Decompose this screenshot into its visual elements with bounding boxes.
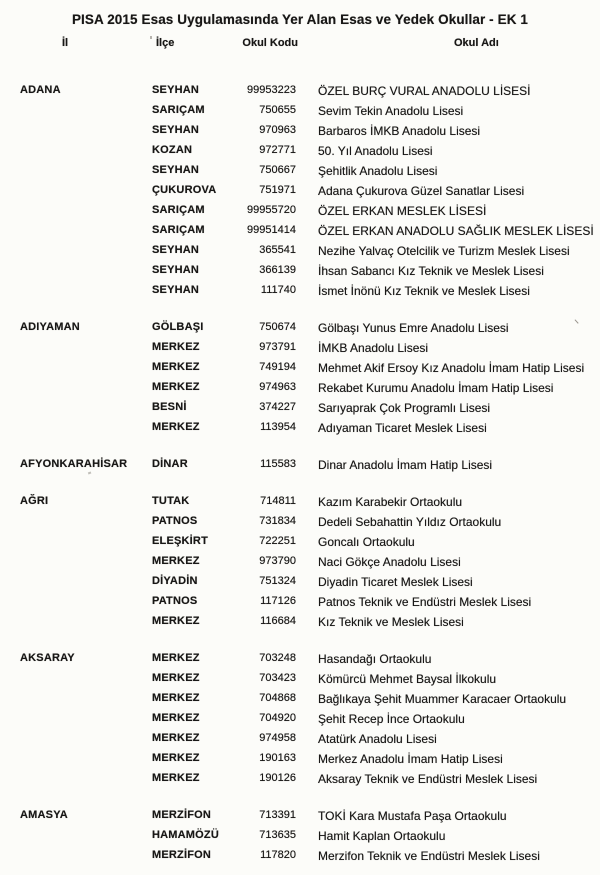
cell-school-name: Sarıyaprak Çok Programlı Lisesi <box>318 401 491 415</box>
cell-school-name: Kazım Karabekir Ortaokulu <box>318 495 463 509</box>
cell-school-name: Aksaray Teknik ve Endüstri Meslek Lisesi <box>318 772 538 786</box>
cell-district: MERKEZ <box>152 555 200 567</box>
cell-school-code: 99951414 <box>247 224 296 236</box>
cell-school-code: 117126 <box>260 595 296 607</box>
table-row <box>0 652 600 672</box>
cell-school-name: Kömürcü Mehmet Baysal İlkokulu <box>318 672 497 686</box>
table-row <box>0 184 600 204</box>
table-row <box>0 381 600 401</box>
cell-school-name: Barbaros İMKB Anadolu Lisesi <box>318 124 481 138</box>
table-row <box>0 204 600 224</box>
cell-school-code: 970963 <box>259 124 296 136</box>
table-row <box>0 401 600 421</box>
cell-school-name: Mehmet Akif Ersoy Kız Anadolu İmam Hatip Lisesi <box>318 361 585 375</box>
cell-school-code: 973790 <box>259 555 296 567</box>
table-row <box>0 752 600 772</box>
table-row <box>0 692 600 712</box>
cell-district: ELEŞKİRT <box>152 535 208 547</box>
cell-school-code: 750667 <box>259 164 296 176</box>
cell-school-name: Kız Teknik ve Meslek Lisesi <box>318 615 464 629</box>
table-row <box>0 849 600 869</box>
cell-school-code: 374227 <box>259 401 296 413</box>
cell-district: SARIÇAM <box>152 224 205 236</box>
cell-school-name: İhsan Sabancı Kız Teknik ve Meslek Lisesi <box>318 264 544 278</box>
cell-school-code: 111740 <box>260 284 296 296</box>
table-row <box>0 772 600 792</box>
cell-school-name: Merzifon Teknik ve Endüstri Meslek Lisesi <box>318 849 540 863</box>
cell-school-code: 751324 <box>259 575 296 587</box>
table-row <box>0 104 600 124</box>
table-row <box>0 672 600 692</box>
cell-district: KOZAN <box>152 144 193 156</box>
table-row <box>0 809 600 829</box>
cell-district: MERKEZ <box>152 672 200 684</box>
cell-district: MERKEZ <box>152 752 200 764</box>
cell-school-code: 974958 <box>259 732 296 744</box>
province-section <box>0 458 600 478</box>
cell-school-name: Dedeli Sebahattin Yıldız Ortaokulu <box>318 515 502 529</box>
table-row <box>0 575 600 595</box>
cell-school-code: 750674 <box>259 321 296 333</box>
cell-district: MERKEZ <box>152 772 200 784</box>
cell-district: SEYHAN <box>152 244 200 256</box>
cell-school-name: 50. Yıl Anadolu Lisesi <box>318 144 433 158</box>
cell-district: SARIÇAM <box>152 104 205 116</box>
cell-school-name: TOKİ Kara Mustafa Paşa Ortaokulu <box>318 809 507 823</box>
table-row <box>0 615 600 635</box>
province-label: ADIYAMAN <box>20 321 80 333</box>
cell-school-name: ÖZEL ERKAN ANADOLU SAĞLIK MESLEK LİSESİ <box>318 224 594 238</box>
table-row <box>0 244 600 264</box>
cell-school-name: Hamit Kaplan Ortaokulu <box>318 829 446 843</box>
cell-district: SEYHAN <box>152 284 200 296</box>
province-section <box>0 495 600 635</box>
page-title: PISA 2015 Esas Uygulamasında Yer Alan Esas ve Yedek Okullar - EK 1 <box>71 12 529 27</box>
column-headers <box>0 37 600 51</box>
cell-school-code: 750655 <box>259 104 296 116</box>
cell-district: MERKEZ <box>152 712 200 724</box>
cell-school-code: 365541 <box>259 244 296 256</box>
table-row <box>0 284 600 304</box>
cell-district: ÇUKUROVA <box>152 184 217 196</box>
cell-district: MERKEZ <box>152 341 200 353</box>
cell-school-name: Naci Gökçe Anadolu Lisesi <box>318 555 461 569</box>
cell-school-name: Goncalı Ortaokulu <box>318 535 415 549</box>
cell-school-name: Atatürk Anadolu Lisesi <box>318 732 437 746</box>
table-row <box>0 164 600 184</box>
cell-school-name: İMKB Anadolu Lisesi <box>318 341 429 355</box>
table-row <box>0 144 600 164</box>
table-row <box>0 555 600 575</box>
table-row <box>0 124 600 144</box>
cell-school-name: Rekabet Kurumu Anadolu İmam Hatip Lisesi <box>318 381 554 395</box>
table-row <box>0 495 600 515</box>
table-row <box>0 341 600 361</box>
cell-district: MERKEZ <box>152 361 200 373</box>
province-section <box>0 321 600 441</box>
cell-school-code: 703248 <box>259 652 296 664</box>
cell-school-code: 973791 <box>259 341 296 353</box>
cell-district: MERKEZ <box>152 652 200 664</box>
table-row <box>0 224 600 244</box>
cell-school-code: 703423 <box>259 672 296 684</box>
cell-school-name: Bağlıkaya Şehit Muammer Karacaer Ortaokulu <box>318 692 567 706</box>
table-row <box>0 264 600 284</box>
table-row <box>0 361 600 381</box>
cell-district: MERKEZ <box>152 381 200 393</box>
cell-district: SEYHAN <box>152 124 200 136</box>
province-label: AĞRI <box>20 495 49 507</box>
cell-school-code: 366139 <box>259 264 296 276</box>
cell-school-code: 731834 <box>259 515 296 527</box>
cell-school-name: Adıyaman Ticaret Meslek Lisesi <box>318 421 487 435</box>
cell-school-code: 113954 <box>260 421 296 433</box>
cell-district: DİNAR <box>152 458 188 470</box>
cell-school-name: Hasandağı Ortaokulu <box>318 652 432 666</box>
province-label: ADANA <box>20 84 61 96</box>
cell-district: SEYHAN <box>152 84 200 96</box>
cell-school-code: 116684 <box>260 615 296 627</box>
cell-school-name: ÖZEL BURÇ VURAL ANADOLU LİSESİ <box>318 84 531 98</box>
province-section <box>0 652 600 792</box>
province-section <box>0 809 600 869</box>
table-row <box>0 732 600 752</box>
cell-district: BESNİ <box>152 401 187 413</box>
cell-school-name: İsmet İnönü Kız Teknik ve Meslek Lisesi <box>318 284 530 298</box>
cell-district: MERKEZ <box>152 615 200 627</box>
table-row <box>0 458 600 478</box>
province-label: AKSARAY <box>20 652 75 664</box>
cell-school-name: Nezihe Yalvaç Otelcilik ve Turizm Meslek Lisesi <box>318 244 570 258</box>
cell-school-code: 190163 <box>259 752 296 764</box>
cell-school-code: 704920 <box>259 712 296 724</box>
school-table <box>0 51 600 869</box>
cell-school-code: 190126 <box>259 772 296 784</box>
cell-school-name: Gölbaşı Yunus Emre Anadolu Lisesi <box>318 321 509 335</box>
table-row <box>0 421 600 441</box>
cell-school-code: 714811 <box>260 495 296 507</box>
table-row <box>0 84 600 104</box>
cell-school-code: 117820 <box>260 849 296 861</box>
cell-district: TUTAK <box>152 495 190 507</box>
table-row <box>0 595 600 615</box>
column-header-okul-adi: Okul Adı <box>454 37 499 49</box>
scan-speck <box>150 36 152 39</box>
cell-school-code: 713391 <box>259 809 296 821</box>
cell-district: MERKEZ <box>152 692 200 704</box>
cell-district: MERKEZ <box>152 732 200 744</box>
cell-school-code: 749194 <box>259 361 296 373</box>
province-label: AFYONKARAHİSAR <box>20 458 128 470</box>
cell-district: GÖLBAŞI <box>152 321 204 333</box>
table-row <box>0 712 600 732</box>
column-header-okul-kodu: Okul Kodu <box>242 37 298 49</box>
cell-district: PATNOS <box>152 515 198 527</box>
table-row <box>0 535 600 555</box>
province-section <box>0 84 600 304</box>
cell-school-code: 115583 <box>260 458 296 470</box>
cell-school-name: Adana Çukurova Güzel Sanatlar Lisesi <box>318 184 525 198</box>
cell-district: MERKEZ <box>152 421 200 433</box>
cell-school-name: Patnos Teknik ve Endüstri Meslek Lisesi <box>318 595 532 609</box>
cell-school-name: Şehit Recep İnce Ortaokulu <box>318 712 465 726</box>
table-row <box>0 829 600 849</box>
cell-school-code: 99953223 <box>247 84 296 96</box>
cell-district: DİYADİN <box>152 575 198 587</box>
cell-school-code: 704868 <box>259 692 296 704</box>
cell-school-name: Sevim Tekin Anadolu Lisesi <box>318 104 464 118</box>
table-row <box>0 321 600 341</box>
cell-school-name: ÖZEL ERKAN MESLEK LİSESİ <box>318 204 487 218</box>
cell-school-name: Merkez Anadolu İmam Hatip Lisesi <box>318 752 503 766</box>
cell-school-code: 751971 <box>259 184 296 196</box>
cell-school-code: 974963 <box>259 381 296 393</box>
column-header-ilce: İlçe <box>156 37 175 49</box>
cell-district: SARIÇAM <box>152 204 205 216</box>
cell-district: MERZİFON <box>152 809 212 821</box>
column-header-il: İl <box>62 37 69 49</box>
cell-district: MERZİFON <box>152 849 212 861</box>
cell-district: SEYHAN <box>152 164 200 176</box>
cell-school-name: Dinar Anadolu İmam Hatip Lisesi <box>318 458 493 472</box>
cell-school-code: 722251 <box>259 535 296 547</box>
cell-school-code: 713635 <box>259 829 296 841</box>
province-label: AMASYA <box>20 809 68 821</box>
cell-school-code: 99955720 <box>247 204 296 216</box>
cell-school-name: Diyadin Ticaret Meslek Lisesi <box>318 575 473 589</box>
cell-school-code: 972771 <box>259 144 296 156</box>
cell-district: SEYHAN <box>152 264 200 276</box>
table-row <box>0 515 600 535</box>
cell-district: PATNOS <box>152 595 198 607</box>
cell-school-name: Şehitlik Anadolu Lisesi <box>318 164 438 178</box>
cell-district: HAMAMÖZÜ <box>152 829 219 841</box>
